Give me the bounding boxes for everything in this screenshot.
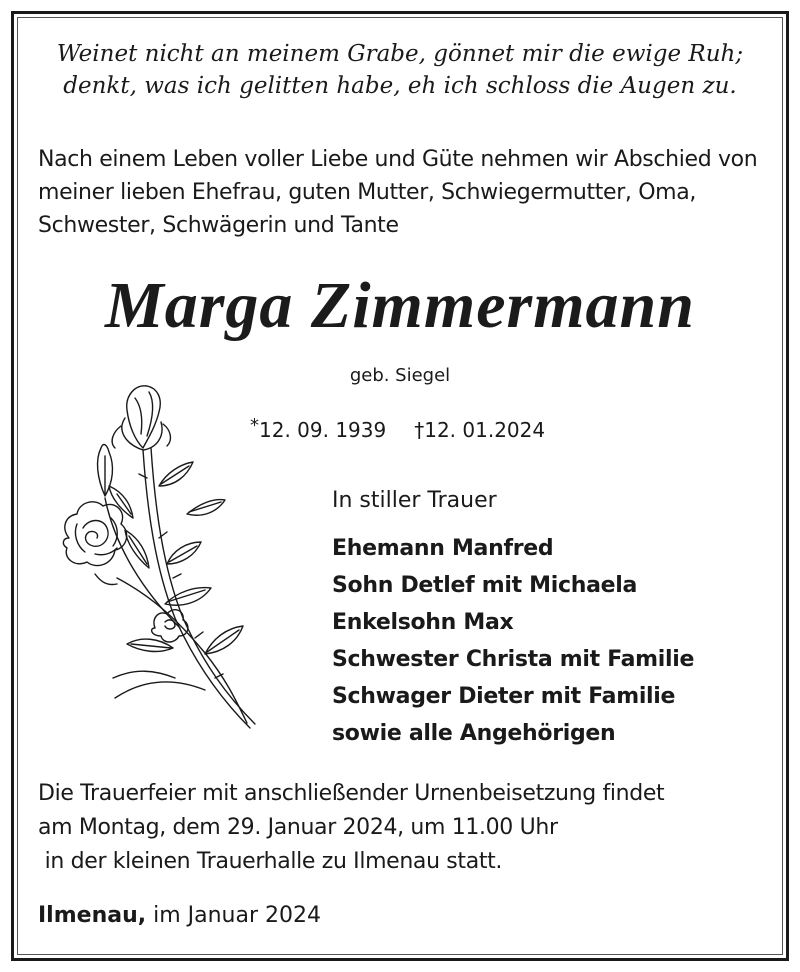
place-name: Ilmenau, [38,903,147,928]
ceremony-info [38,777,664,879]
rose-drawing-icon [55,378,270,738]
quote-line: denkt, was ich gelitten habe, eh ich schloss die Augen zu. [63,73,737,99]
mourning-heading: In stiller Trauer [332,488,497,513]
maiden-name: geb. Siegel [349,365,451,386]
mourner-item: Enkelsohn Max [332,610,514,635]
mourner-item: Ehemann Manfred [332,536,554,561]
mourner-item: Schwester Christa mit Familie [332,647,695,672]
memorial-quote [0,38,800,102]
intro-text [38,143,778,242]
mourners-list [332,530,694,752]
closing-date: im Januar 2024 [146,903,322,928]
intro-line: meiner lieben Ehefrau, guten Mutter, Schwiegermutter, Oma, [38,180,697,205]
ceremony-line: in der kleinen Trauerhalle zu Ilmenau statt. [38,849,503,874]
mourner-item: Schwager Dieter mit Familie [332,684,676,709]
birth-date: 12. 09. 1939 [259,418,387,442]
place-and-date [38,900,321,932]
death-date: 12. 01.2024 [424,418,546,442]
life-dates [250,415,545,447]
intro-line: Schwester, Schwägerin und Tante [38,213,399,238]
deceased-name: Marga Zimmermann [105,269,695,342]
ceremony-line: Die Trauerfeier mit anschließender Urnenbeisetzung findet [38,781,665,806]
mourner-item: sowie alle Angehörigen [332,721,616,746]
intro-line: Nach einem Leben voller Liebe und Güte nehmen wir Abschied von [38,147,758,172]
born-symbol: * [250,415,259,436]
mourner-item: Sohn Detlef mit Michaela [332,573,638,598]
death-symbol: † [414,418,425,442]
quote-line: Weinet nicht an meinem Grabe, gönnet mir die ewige Ruh; [56,41,744,67]
ceremony-line: am Montag, dem 29. Januar 2024, um 11.00 Uhr [38,815,558,840]
